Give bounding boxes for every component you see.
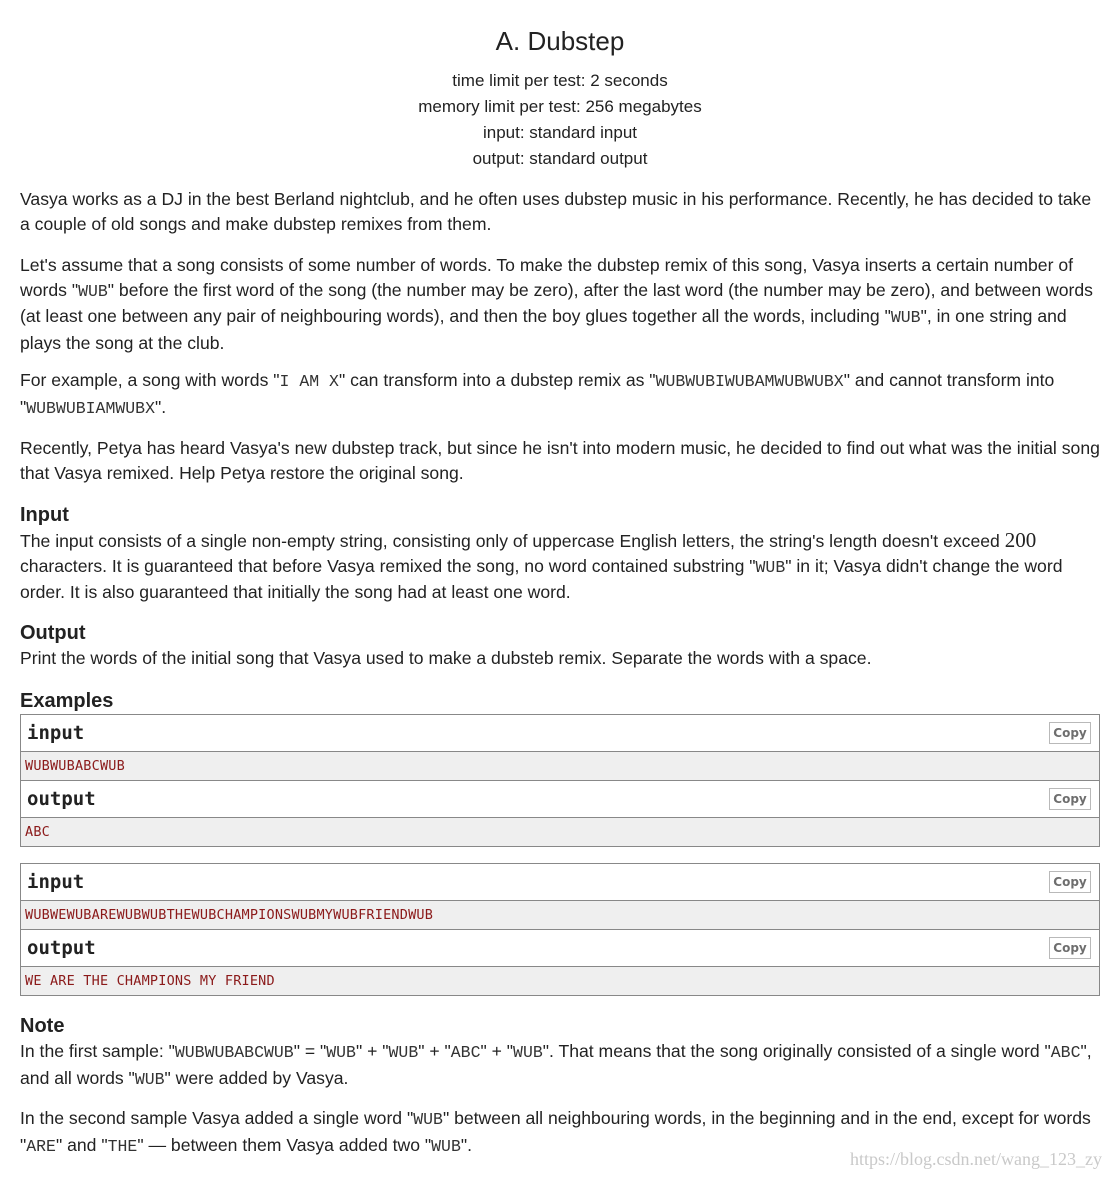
example-2-input [21, 901, 1099, 930]
copy-button[interactable]: Copy [1049, 871, 1091, 893]
code-example-remix: WUBWUBIWUBAMWUBWUBX [655, 372, 844, 391]
problem-page [20, 0, 1100, 1156]
input-label: input [27, 871, 85, 893]
statement-block-3 [20, 368, 1100, 421]
input-section-text: The input consists of a single non-empty string, consisting only of uppercase English letters, the string's length doesn't exceed 200 characters. It is guaranteed that before Vasya remixed the song, no word contained substring "WUB" in it; Vasya didn't change the word order. It is also guaranteed that initially the song had at least one word. [20, 528, 1063, 602]
example-2 [20, 863, 1100, 996]
example-1-input-text: WUBWUBABCWUB [25, 758, 125, 774]
example-1 [20, 714, 1100, 847]
input-section-title: Input [20, 504, 69, 526]
example-2-output [21, 967, 1099, 995]
example-2-output-header [21, 930, 1099, 967]
note-title: Note [20, 1015, 65, 1037]
note-section [20, 1014, 1100, 1092]
statement-paragraph-1: Vasya works as a DJ in the best Berland nightclub, and he often uses dubstep music in his performance. Recently, he has decided to take a couple of old songs and make dubstep remixes from them. [20, 189, 1092, 234]
input-section [20, 503, 1100, 605]
code-wub: WUB [755, 557, 786, 577]
example-1-output [21, 818, 1099, 846]
output-label: output [27, 788, 96, 810]
statement-block-4 [20, 436, 1100, 485]
example-1-input [21, 752, 1099, 781]
problem-header [20, 24, 1100, 172]
statement-block-2 [20, 253, 1100, 355]
output-spec: output: standard output [472, 149, 648, 168]
example-1-output-header [21, 781, 1099, 818]
memory-limit: memory limit per test: 256 megabytes [418, 97, 702, 116]
output-section-title: Output [20, 622, 86, 644]
watermark: https://blog.csdn.net/wang_123_zy [850, 1149, 1102, 1169]
example-2-output-text: WE ARE THE CHAMPIONS MY FRIEND [25, 973, 275, 989]
output-label: output [27, 937, 96, 959]
output-section [20, 621, 1100, 671]
math-200: 200 [1004, 528, 1037, 552]
code-wub: WUB [890, 308, 921, 327]
examples-title: Examples [20, 690, 114, 712]
example-2-input-text: WUBWEWUBAREWUBWUBTHEWUBCHAMPIONSWUBMYWUBFRIENDWUB [25, 907, 434, 923]
input-spec: input: standard input [482, 123, 638, 142]
example-1-input-header [21, 715, 1099, 752]
statement-paragraph-3: For example, a song with words "I AM X" can transform into a dubstep remix as "WUBWUBIWUBAMWUBWUBX" and cannot transform into "WUBWUBIAMWUBX". [20, 370, 1055, 418]
problem-title: A. Dubstep [495, 26, 625, 56]
copy-button[interactable]: Copy [1049, 788, 1091, 810]
code-example-invalid: WUBWUBIAMWUBX [26, 398, 155, 418]
note-paragraph-2: In the second sample Vasya added a single word "WUB" between all neighbouring words, in the beginning and in the end, except for words "ARE" and "THE" — between them Vasya added two "WUB". [20, 1108, 1091, 1156]
example-1-output-text: ABC [25, 824, 50, 840]
code-wub: WUB [78, 281, 108, 301]
input-label: input [27, 722, 85, 744]
output-section-text: Print the words of the initial song that Vasya used to make a dubsteb remix. Separate the words with a space. [20, 648, 872, 668]
time-limit: time limit per test: 2 seconds [452, 71, 668, 90]
copy-button[interactable]: Copy [1049, 722, 1091, 744]
statement-paragraph-4: Recently, Petya has heard Vasya's new dubstep track, but since he isn't into modern music, he decided to find out what was the initial song that Vasya remixed. Help Petya restore the original song. [20, 438, 1100, 483]
statement [20, 187, 1100, 236]
example-2-input-header [21, 864, 1099, 901]
copy-button[interactable]: Copy [1049, 937, 1091, 959]
statement-paragraph-2: Let's assume that a song consists of some number of words. To make the dubstep remix of this song, Vasya inserts a certain number of words "WUB" before the first word of the song (the number may be zero), after the last word (the number may be zero), and between words (at least one between any pair of neighbouring words), and then the boy glues together all the words, including "WUB", in one string and plays the song at the club. [20, 255, 1093, 353]
code-example-words: I AM X [279, 372, 339, 391]
note-paragraph-1: In the first sample: "WUBWUBABCWUB" = "WUB" + "WUB" + "ABC" + "WUB". That means that the song originally consisted of a single word "ABC", and all words "WUB" were added by Vasya. [20, 1041, 1092, 1089]
